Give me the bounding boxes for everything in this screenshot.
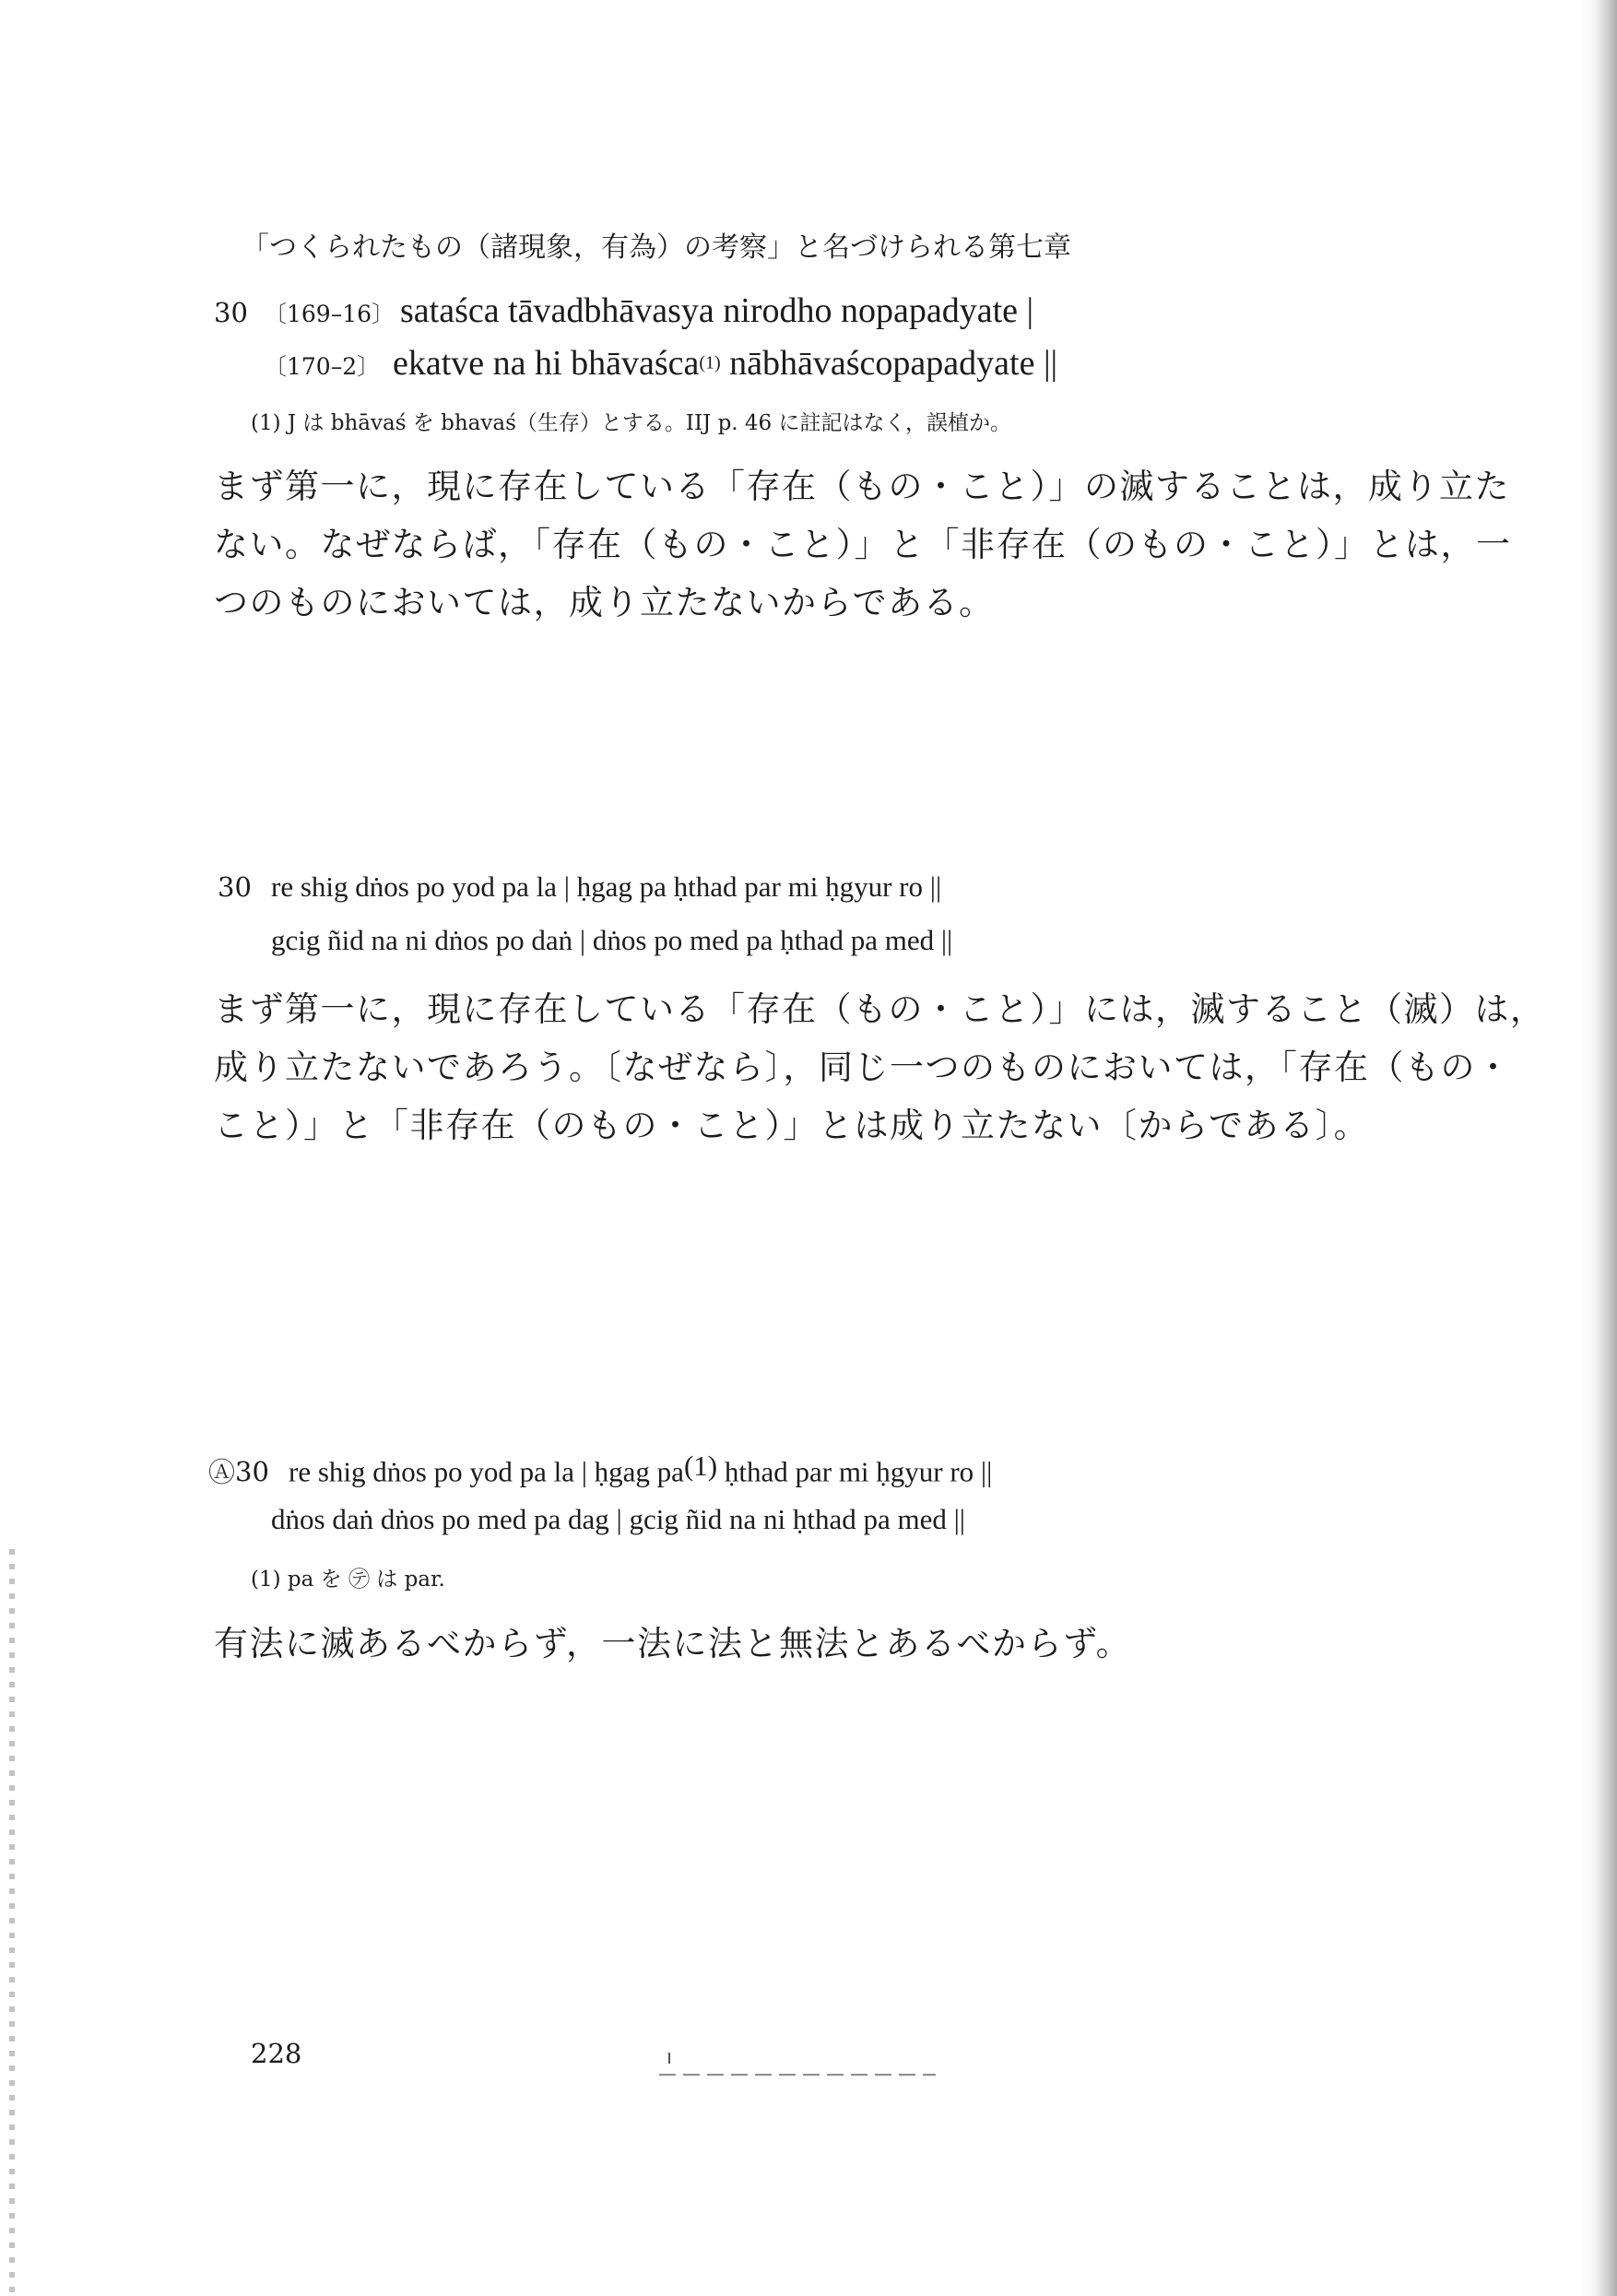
scan-artifact: [659, 2074, 936, 2076]
verse-number: 30: [214, 297, 248, 328]
tibetan-line-1: [218, 870, 941, 904]
translation-line: ない。なぜならば，「存在（もの・こと）」と「非存在（のもの・こと）」とは，一: [214, 525, 1512, 564]
tibetan-text: ḥthad par mi ḥgyur ro ||: [717, 1455, 993, 1488]
sanskrit-text: ekatve na hi bhāvaśca: [393, 344, 700, 383]
sanskrit-line-1: [214, 290, 1033, 331]
sanskrit-line-2: [264, 343, 1057, 384]
verse-number: 30: [218, 871, 252, 903]
scan-artifact: [668, 2053, 670, 2064]
footnote: (1) pa を ㋢ は par.: [251, 1568, 445, 1592]
footnote-marker: (1): [683, 1450, 718, 1482]
sanskrit-text: nābhāvaścopapadyate ||: [720, 344, 1058, 383]
tibetan-text: re shig dṅos po yod pa la | ḥgag pa ḥthad par mi ḥgyur ro ||: [271, 870, 942, 903]
verse-number: 30: [235, 1456, 269, 1488]
translation-line: つのものにおいては，成り立たないからである。: [214, 583, 995, 622]
tibetan-line-1: [208, 1450, 992, 1489]
footnote: (1) J は bhāvaś を bhavaś（生存）とする。IIJ p. 46 に註記はなく，誤植か。: [251, 411, 1012, 435]
scan-edge-shadow: [1580, 0, 1617, 2296]
sanskrit-text: sataśca tāvadbhāvasya nirodho nopapadyate |: [400, 291, 1034, 330]
footnote-marker: (1): [699, 352, 721, 373]
tibetan-text: re shig dṅos po yod pa la | ḥgag pa: [289, 1455, 684, 1488]
chapter-header: 「つくられたもの（諸現象，有為）の考察」と名づけられる第七章: [242, 231, 1071, 264]
source-reference: 〔170–2〕: [264, 353, 381, 380]
edition-marker: Ⓐ: [208, 1456, 236, 1488]
scan-binding-marks: [9, 1549, 15, 2296]
source-reference: 〔169–16〕: [264, 301, 395, 327]
tibetan-line-2: gcig ñid na ni dṅos po daṅ | dṅos po med pa ḥthad pa med ||: [271, 924, 953, 956]
translation-line: 成り立たないであろう。〔なぜなら〕，同じ一つのものにおいては，「存在（もの・: [214, 1047, 1512, 1087]
translation-line: 有法に滅あるべからず，一法に法と無法とあるべからず。: [214, 1624, 1132, 1663]
page-number: 228: [251, 2038, 302, 2069]
translation-line: まず第一に，現に存在している「存在（もの・こと）」には，滅すること（滅）は，: [214, 989, 1546, 1029]
tibetan-line-2: dṅos daṅ dṅos po med pa dag | gcig ñid na ni ḥthad pa med ||: [271, 1503, 966, 1535]
translation-line: こと）」と「非存在（のもの・こと）」とは成り立たない〔からである〕。: [214, 1106, 1370, 1145]
translation-line: まず第一に，現に存在している「存在（もの・こと）」の滅することは，成り立た: [214, 467, 1510, 506]
